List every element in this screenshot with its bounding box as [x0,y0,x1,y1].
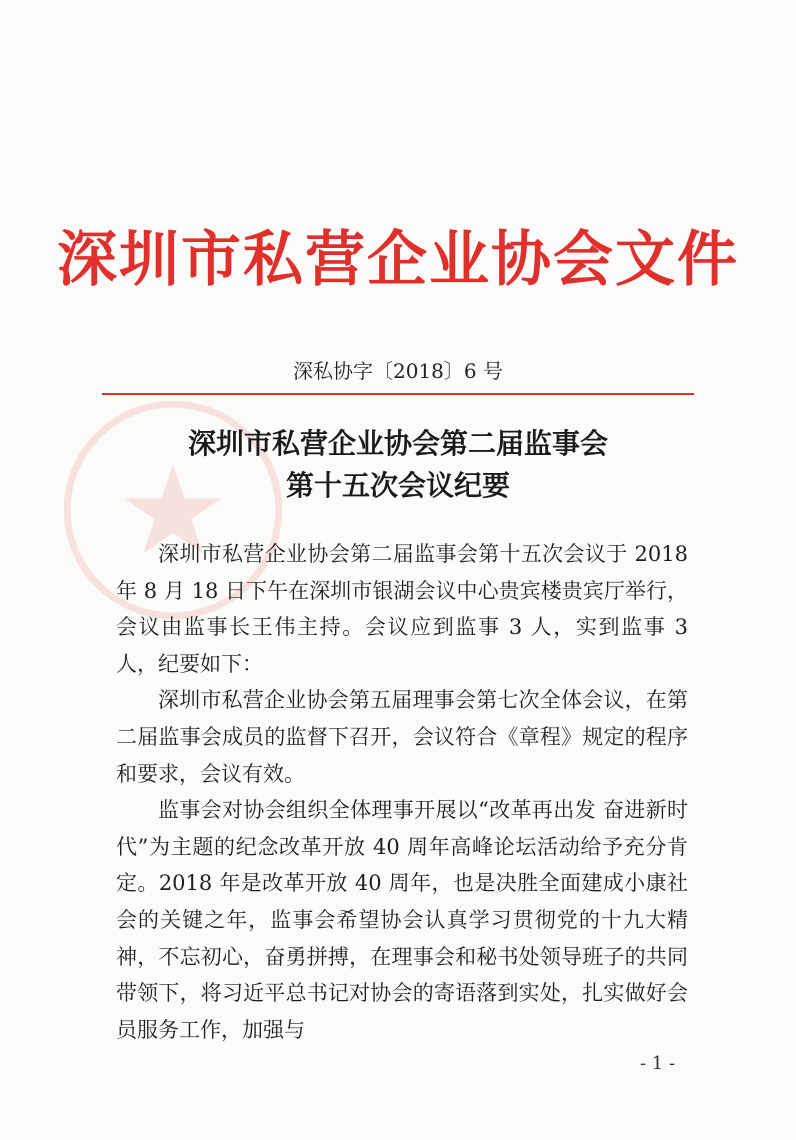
document-title-line-2: 第十五次会议纪要 [285,469,510,502]
document-number: 深私协字〔2018〕6 号 [293,359,503,383]
paragraph-2: 深圳市私营企业协会第五届理事会第七次全体会议，在第二届监事会成员的监督下召开，会议符合《章程》规定的程序和要求，会议有效。 [116,688,688,786]
document-title-line-1: 深圳市私营企业协会第二届监事会 [187,427,608,460]
paragraph-3: 监事会对协会组织全体理事开展以“改革再出发 奋进新时代”为主题的纪念改革开放 40 周年高峰论坛活动给予充分肯定。2018 年是改革开放 40 周年，也是决胜全面建成小康社会的关键之年，监事会希望协会认真学习贯彻党的十九大精神，不忘初心，奋勇拼搏，在理事会和秘书处领导班子的共同带领下，将习近平总书记对协会的寄语落到实处，扎实做好会员服务工作，加强与 [116,798,688,1042]
paragraph-1: 深圳市私营企业协会第二届监事会第十五次会议于 2018 年 8 月 18 日下午在深圳市银湖会议中心贵宾楼贵宾厅举行，会议由监事长王伟主持。会议应到监事 3 人，实到监事 3 人，纪要如下： [116,542,688,676]
red-divider [102,393,694,395]
page-number: - 1 - [640,1053,676,1074]
document-body [116,536,688,1048]
org-file-title: 深圳市私营企业协会文件 [57,225,739,295]
